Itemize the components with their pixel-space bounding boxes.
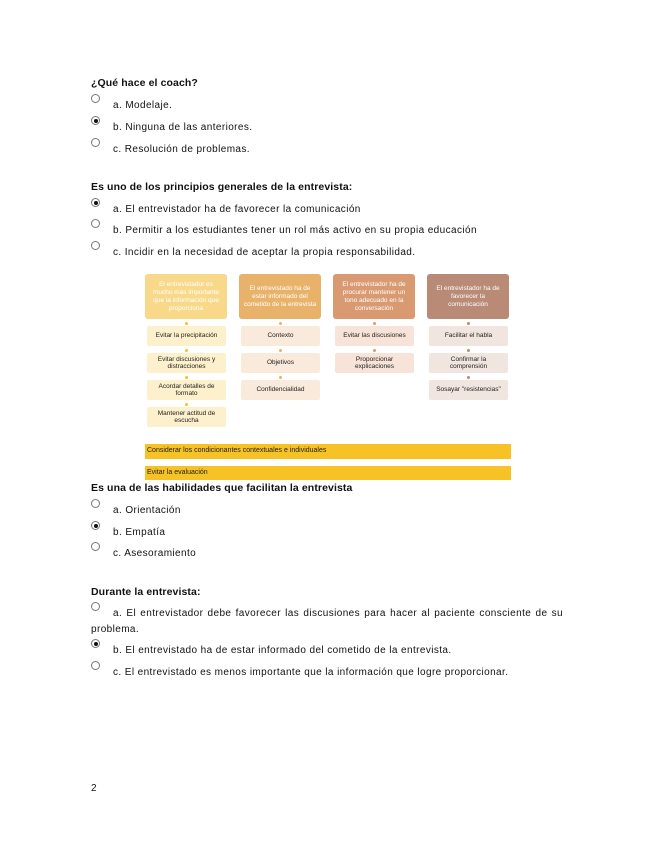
connector-dot	[279, 349, 282, 352]
option-label: a. Orientación	[113, 505, 181, 516]
connector-dot	[373, 322, 376, 325]
diagram-item: Facilitar el habla	[429, 326, 508, 346]
option-label: a. Modelaje.	[113, 100, 173, 111]
radio-button[interactable]	[91, 241, 100, 250]
option-label: a. El entrevistador ha de favorecer la comunicación	[113, 204, 361, 215]
diagram-item: Sosayar "resistencias"	[429, 380, 508, 400]
diagram-bar-1: Considerar los condicionantes contextuales e individuales	[145, 444, 511, 459]
radio-button-selected[interactable]	[91, 198, 100, 207]
radio-button-selected[interactable]	[91, 521, 100, 530]
connector-dot	[185, 322, 188, 325]
option-label: c. Asesoramiento	[113, 548, 197, 559]
diagram-item: Confirmar la comprensión	[429, 353, 508, 373]
page-number: 2	[91, 783, 97, 794]
diagram-item: Contexto	[241, 326, 320, 346]
option-label: b. Ninguna de las anteriores.	[113, 122, 253, 133]
connector-dot	[185, 376, 188, 379]
diagram-item: Confidencialidad	[241, 380, 320, 400]
connector-dot	[279, 376, 282, 379]
connector-dot	[185, 403, 188, 406]
diagram-header-1: El entrevistador es mucho más importante que la información que proporciona	[145, 274, 227, 319]
option-label: c. Resolución de problemas.	[113, 144, 250, 155]
diagram-item: Acordar detalles de formato	[147, 380, 226, 400]
radio-button-selected[interactable]	[91, 639, 100, 648]
diagram-item: Evitar discusiones y distracciones	[147, 353, 226, 373]
radio-button[interactable]	[91, 499, 100, 508]
radio-button-selected[interactable]	[91, 116, 100, 125]
option-label-continued: problema.	[91, 624, 140, 635]
diagram-item: Evitar la precipitación	[147, 326, 226, 346]
diagram-item: Mantener actitud de escucha	[147, 407, 226, 427]
radio-button[interactable]	[91, 219, 100, 228]
option-label: b. Permitir a los estudiantes tener un rol más activo en su propia educación	[113, 225, 477, 236]
option-label: a. El entrevistador debe favorecer las discusiones para hacer al paciente consciente de su	[113, 608, 563, 619]
question-4-text: Durante la entrevista:	[91, 586, 201, 598]
radio-button[interactable]	[91, 94, 100, 103]
option-label: c. El entrevistado es menos importante que la información que logre proporcionar.	[113, 667, 509, 678]
diagram-item: Proporcionar explicaciones	[335, 353, 414, 373]
diagram-header-3: El entrevistador ha de procurar mantener un tono adecuado en la conversación	[333, 274, 415, 319]
diagram-item: Evitar las discusiones	[335, 326, 414, 346]
diagram-bar-2: Evitar la evaluación	[145, 466, 511, 480]
option-label: b. El entrevistado ha de estar informado del cometido de la entrevista.	[113, 645, 452, 656]
diagram-header-4: El entrevistador ha de favorecer la comunicación	[427, 274, 509, 319]
connector-dot	[185, 349, 188, 352]
radio-button[interactable]	[91, 138, 100, 147]
connector-dot	[467, 322, 470, 325]
question-3-text: Es una de las habilidades que facilitan la entrevista	[91, 482, 353, 494]
option-label: b. Empatía	[113, 527, 166, 538]
diagram-item: Objetivos	[241, 353, 320, 373]
question-1-text: ¿Qué hace el coach?	[91, 77, 198, 89]
question-2-text: Es uno de los principios generales de la entrevista:	[91, 181, 353, 193]
connector-dot	[373, 349, 376, 352]
option-label: c. Incidir en la necesidad de aceptar la propia responsabilidad.	[113, 247, 416, 258]
radio-button[interactable]	[91, 602, 100, 611]
radio-button[interactable]	[91, 661, 100, 670]
diagram-header-2: El entrevistado ha de estar informado del cometido de la entrevista	[239, 274, 321, 319]
connector-dot	[279, 322, 282, 325]
connector-dot	[467, 349, 470, 352]
radio-button[interactable]	[91, 542, 100, 551]
connector-dot	[467, 376, 470, 379]
